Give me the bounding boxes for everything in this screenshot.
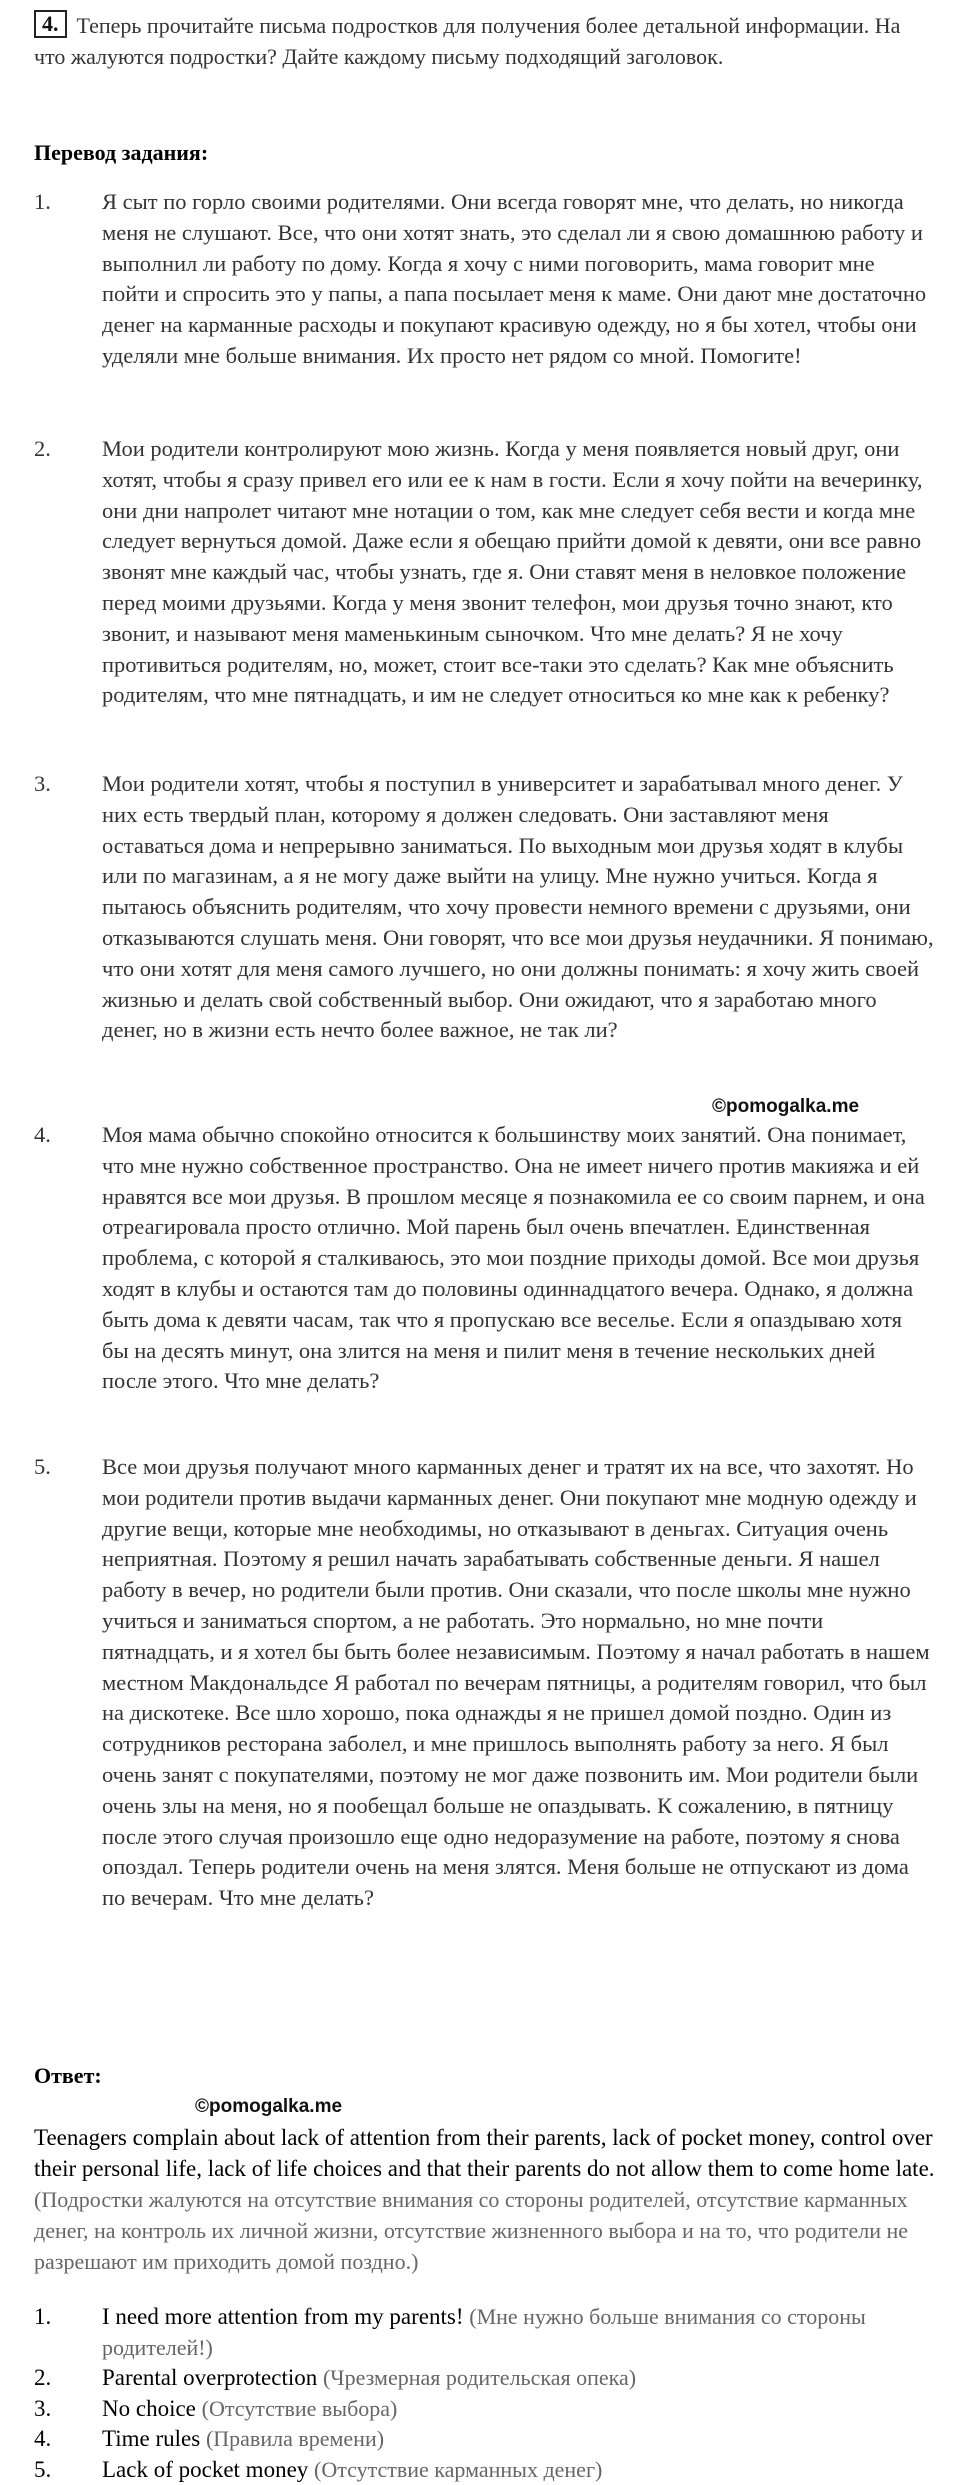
answer-paragraph (34, 2122, 939, 2277)
answer-english: Teenagers complain about lack of attention from their parents, lack of pocket money, control over their personal life, lack of life choices and that their parents do not allow them to come home late. (34, 2125, 935, 2181)
letter-number: 3. (34, 769, 74, 800)
heading-english: Lack of pocket money (102, 2457, 308, 2482)
translation-heading: Перевод задания: (34, 140, 208, 166)
heading-number: 3. (34, 2394, 51, 2425)
letter-text: Мои родители контролируют мою жизнь. Когда у меня появляется новый друг, они хотят, чтобы я сразу привел его или ее к нам в гости. Если я хочу пойти на вечеринку, они дни напролет читают мне нотации о том, как мне следует себя вести и когда мне следует вернуться домой. Даже если я обещаю прийти домой к девяти, они все равно звонят мне каждый час, чтобы узнать, где я. Они ставят меня в неловкое положение перед моими друзьями. Когда у меня звонит телефон, мои друзья точно знают, кто звонит, и называют меня маменькиным сыночком. Что мне делать? Я не хочу противиться родителям, но, может, стоит все-таки это сделать? Как мне объяснить родителям, что мне пятнадцать, и им не следует относиться ко мне как к ребенку? (102, 434, 934, 711)
letter-text-continuation: отказываются слушать меня. Они говорят, что все мои друзья неудачники. Я понимаю, что они хотят для меня самого лучшего, но они должны понимать: я хочу жить своей жизнью и делать свой собственный выбор. Они ожидают, что я заработаю много денег, но в жизни есть нечто более важное, не так ли? (102, 923, 934, 1046)
task-instruction: Теперь прочитайте письма подростков для получения более детальной информации. На что жалуются подростки? Дайте каждому письму подходящий заголовок. (34, 13, 900, 69)
letter-text: Мои родители хотят, чтобы я поступил в университет и зарабатывал много денег. У них есть твердый план, которому я должен следовать. Они заставляют меня оставаться дома и непрерывно заниматься. По выходным мои друзья ходят в клубы или по магазинам, а я не могу даже выйти на улицу. Мне нужно учиться. Когда я пытаюсь объяснить родителям, что хочу провести немного времени с друзьями, они (102, 769, 934, 923)
heading-number: 5. (34, 2455, 51, 2485)
heading-russian: (Правила времени) (206, 2426, 384, 2451)
letter-3 (34, 769, 934, 1046)
heading-russian: (Чрезмерная родительская опека) (323, 2365, 636, 2390)
letter-number: 5. (34, 1452, 74, 1483)
watermark: ©pomogalka.me (195, 2096, 342, 2118)
letter-number: 1. (34, 187, 74, 218)
heading-number: 2. (34, 2363, 51, 2394)
task-number-box: 4. (34, 10, 67, 38)
heading-number: 4. (34, 2424, 51, 2455)
watermark: ©pomogalka.me (712, 1096, 859, 1118)
heading-english: Time rules (102, 2426, 200, 2451)
answer-heading: Ответ: (34, 2063, 102, 2089)
list-item (34, 2363, 939, 2394)
answer-russian: (Подростки жалуются на отсутствие внимания со стороны родителей, отсутствие карманных денег, на контроль их личной жизни, отсутствие жизненного выбора и на то, что родители не разрешают им приходить домой поздно.) (34, 2187, 908, 2274)
headings-list (34, 2302, 939, 2485)
heading-english: Parental overprotection (102, 2365, 317, 2390)
task-header (34, 10, 934, 72)
heading-english: No choice (102, 2396, 196, 2421)
list-item (34, 2455, 939, 2485)
letter-2 (34, 434, 934, 711)
letter-5 (34, 1452, 934, 1914)
letter-1 (34, 187, 934, 372)
list-item (34, 2302, 939, 2363)
letter-text: Все мои друзья получают много карманных денег и тратят их на все, что захотят. Но мои родители против выдачи карманных денег. Они покупают мне модную одежду и другие вещи, которые мне необходимы, но отказывают в деньгах. Ситуация очень неприятная. Поэтому я решил начать зарабатывать собственные деньги. Я нашел работу в вечер, но родители были против. Они сказали, что после школы мне нужно учиться и заниматься спортом, а не работать. Это нормально, но мне почти пятнадцать, и я хотел бы быть более независимым. Поэтому я начал работать в нашем местном Макдональдсе Я работал по вечерам пятницы, а родителям говорил, что был на дискотеке. Все шло хорошо, пока однажды я не пришел домой поздно. Один из сотрудников ресторана заболел, и мне пришлось выполнять работу за него. Я был очень занят с покупателями, поэтому не мог даже позвонить им. Мои родители были очень злы на меня, но я пообещал больше не опаздывать. К сожалению, в пятницу после этого случая произошло еще одно недоразумение на работе, поэтому я снова опоздал. Теперь родители очень на меня злятся. Меня больше не отпускают из дома по вечерам. Что мне делать? (102, 1452, 934, 1914)
letter-number: 2. (34, 434, 74, 465)
letter-text: Моя мама обычно спокойно относится к большинству моих занятий. Она понимает, что мне нужно собственное пространство. Она не имеет ничего против макияжа и ей нравятся все мои друзья. В прошлом месяце я познакомила ее со своим парнем, и она отреагировала просто отлично. Мой парень был очень впечатлен. Единственная проблема, с которой я сталкиваюсь, это мои поздние приходы домой. Все мои друзья ходят в клубы и остаются там до половины одиннадцатого вечера. Однако, я должна быть дома к девяти часам, так что я пропускаю все веселье. Если я опаздываю хотя бы на десять минут, она злится на меня и пилит меня в течение нескольких дней после этого. Что мне делать? (102, 1120, 934, 1397)
heading-russian: (Отсутствие выбора) (202, 2396, 398, 2421)
heading-russian: (Отсутствие карманных денег) (314, 2457, 602, 2482)
list-item (34, 2424, 939, 2455)
heading-english: I need more attention from my parents! (102, 2304, 464, 2329)
heading-number: 1. (34, 2302, 51, 2333)
letter-text: Я сыт по горло своими родителями. Они всегда говорят мне, что делать, но никогда меня не слушают. Все, что они хотят знать, это сделал ли я свою домашнюю работу и выполнил ли работу по дому. Когда я хочу с ними поговорить, мама говорит мне пойти и спросить это у папы, а папа посылает меня к маме. Они дают мне достаточно денег на карманные расходы и покупают красивую одежду, но я бы хотел, чтобы они уделяли мне больше внимания. Их просто нет рядом со мной. Помогите! (102, 187, 934, 372)
heading-russian: (Мне нужно больше внимания со стороны родителей!) (102, 2304, 866, 2360)
letter-number: 4. (34, 1120, 74, 1151)
letter-4 (34, 1120, 934, 1397)
list-item (34, 2394, 939, 2425)
